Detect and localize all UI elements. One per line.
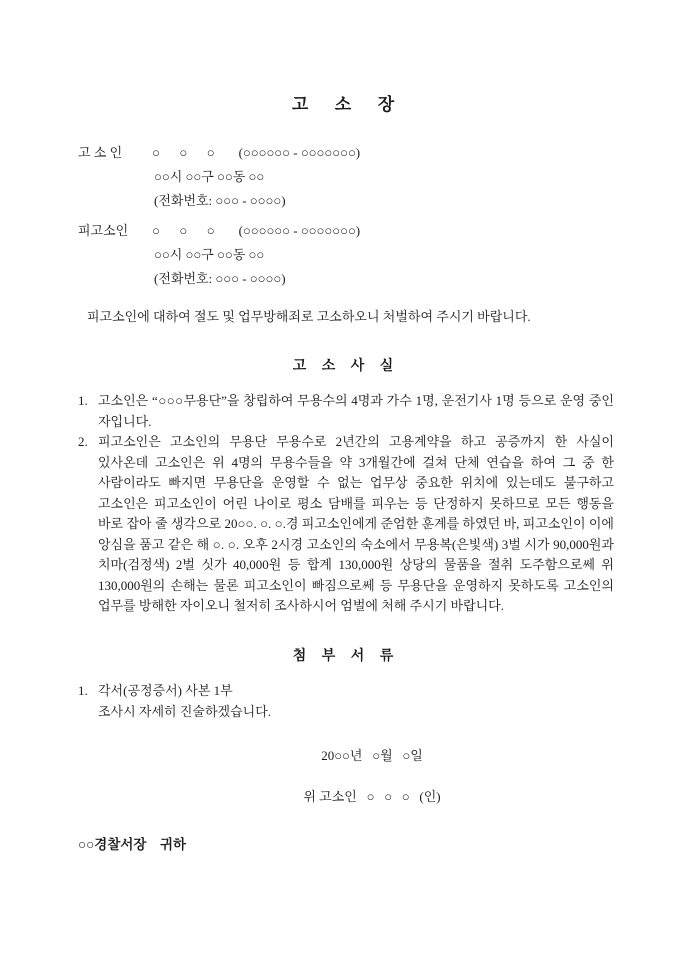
facts-list <box>78 391 614 617</box>
fact-item-1 <box>78 391 614 432</box>
attachment-item-1 <box>78 681 614 702</box>
complainant-name: ○ ○ ○ <box>152 145 215 160</box>
defendant-name-row <box>78 219 614 243</box>
complainant-name-row <box>78 141 614 165</box>
fact-item-2-text: 피고소인은 고소인의 무용단 무용수로 2년간의 고용계약을 하고 공증까지 한 사실이 있사온데 고소인은 위 4명의 무용수들을 약 3개월간에 걸쳐 단체 연습을 하여 그 중 한 사람이라도 빠지면 무용단을 운영할 수 없는 업무상 중요한 위치에 있는데도 불구하고 고소인은 피고소인이 어린 나이로 평소 담배를 피우는 등 단정하지 못하므로 모든 행동을 바로 잡아 줄 생각으로 20○○. ○. ○.경 피고소인에게 준엄한 훈계를 하였던 바, 피고소인이 이에 앙심을 품고 같은 해 ○. ○. 오후 2시경 고소인의 숙소에서 무용복(은빛색) 3벌 시가 90,000원과 치마(검정색) 2벌 싯가 40,000원 등 합계 130,000원 상당의 물품을 절취 도주함으로쎄 위 130,000원의 손해는 물론 피고소인이 빠짐으로쎄 등 무용단을 운영하지 못하도록 고소인의 업무를 방해한 자이오니 철저히 조사하시어 엄벌에 처해 주시기 바랍니다. <box>98 434 614 613</box>
closing-date-line: 20○○년 ○월 ○일 <box>321 747 423 763</box>
complainant-block <box>78 141 614 213</box>
complainant-id-number: (○○○○○○ - ○○○○○○○) <box>238 145 361 160</box>
attachments-list <box>78 681 614 723</box>
complainant-label: 고 소 인 <box>78 145 123 160</box>
attachments-note: 조사시 자세히 진술하겠습니다. <box>98 704 272 719</box>
complaint-intro-statement: 피고소인에 대하여 절도 및 업무방해죄로 고소하오니 처벌하여 주시기 바랍니다. <box>87 309 531 324</box>
defendant-phone: (전화번호: ○○○ - ○○○○) <box>154 271 286 286</box>
complainant-address: ○○시 ○○구 ○○동 ○○ <box>154 169 265 184</box>
fact-item-1-number: 1. <box>78 393 88 408</box>
attachment-item-1-text: 각서(공정증서) 사본 1부 <box>98 682 233 698</box>
attachments-section-heading: 첨 부 서 류 <box>292 648 400 664</box>
attachment-item-1-number: 1. <box>78 682 88 698</box>
defendant-id-number: (○○○○○○ - ○○○○○○○) <box>238 223 361 238</box>
document-title: 고 소 장 <box>291 95 401 114</box>
recipient-line: ○○경찰서장 귀하 <box>78 836 187 852</box>
complainant-phone: (전화번호: ○○○ - ○○○○) <box>154 193 286 208</box>
defendant-name: ○ ○ ○ <box>152 223 215 238</box>
defendant-block <box>78 219 614 291</box>
facts-section-heading: 고 소 사 실 <box>292 359 400 374</box>
fact-item-2 <box>78 432 614 617</box>
fact-item-1-text: 고소인은 “○○○무용단”을 창립하여 무용수의 4명과 가수 1명, 운전기사 1명 등으로 운영 중인 자입니다. <box>98 393 614 429</box>
defendant-address: ○○시 ○○구 ○○동 ○○ <box>154 247 265 262</box>
fact-item-2-number: 2. <box>78 434 88 449</box>
defendant-label: 피고소인 <box>78 223 129 238</box>
closing-signer-line: 위 고소인 ○ ○ ○ (인) <box>303 788 441 804</box>
